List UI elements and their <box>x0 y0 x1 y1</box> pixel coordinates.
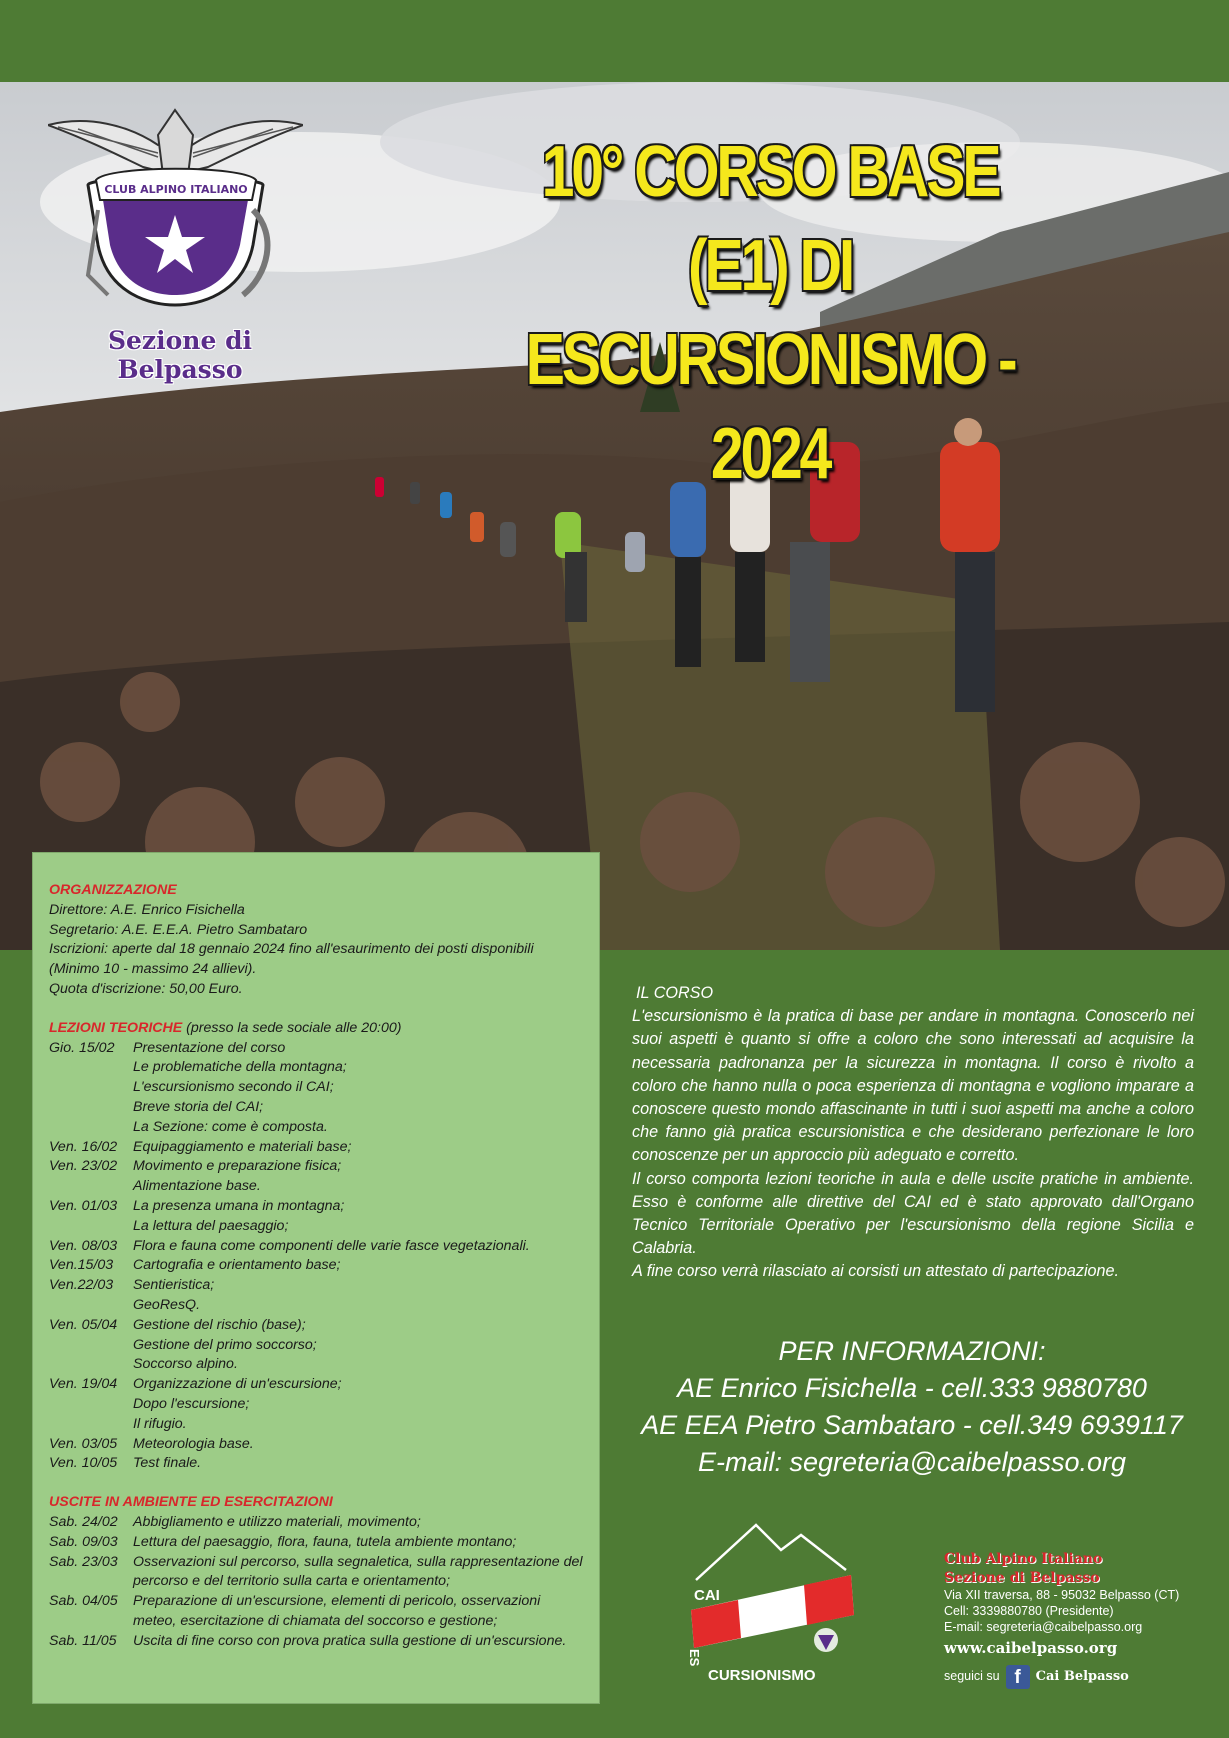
schedule-date: Ven. 03/05 <box>49 1435 118 1452</box>
schedule-row <box>49 1513 583 1533</box>
corso-paragraph: Il corso comporta lezioni teoriche in aula e delle uscite pratiche in ambiente. Esso è conforme alle direttive del CAI ed è stato approvato dall'Organo Tecnico Territoriale Operativo per l'escursionismo della regione Sicilia e Calabria. <box>632 1169 1194 1258</box>
schedule-date: Ven. 16/02 <box>49 1138 118 1155</box>
schedule-date: Ven.22/03 <box>49 1277 114 1294</box>
schedule-date <box>49 1415 133 1435</box>
schedule-date: Ven. 10/05 <box>49 1455 118 1472</box>
schedule-date <box>49 1296 133 1316</box>
schedule-row <box>49 1632 583 1652</box>
course-program-box <box>32 852 600 1704</box>
schedule-date <box>49 1217 133 1237</box>
contact-email[interactable]: E-mail: segreteria@caibelpasso.org <box>697 1447 1127 1477</box>
title-line-1: 10° CORSO BASE (E1) DI <box>541 132 999 306</box>
schedule-date: Ven. 19/04 <box>49 1376 118 1393</box>
schedule-date <box>49 1177 133 1197</box>
org-line: Direttore: A.E. Enrico Fisichella <box>49 901 245 918</box>
schedule-topic: Cartografia e orientamento base; <box>133 1257 341 1274</box>
schedule-row <box>49 1316 583 1336</box>
schedule-row <box>49 1177 583 1197</box>
facebook-icon[interactable]: f <box>1006 1665 1030 1689</box>
esc-logo-cai: CAI <box>694 1587 720 1604</box>
schedule-row <box>49 1454 583 1474</box>
schedule-topic: Lettura del paesaggio, flora, fauna, tutela ambiente montano; <box>133 1533 517 1550</box>
schedule-topic: Equipaggiamento e materiali base; <box>133 1138 352 1155</box>
lezioni-heading <box>49 1019 583 1039</box>
org-line: Segretario: A.E. E.E.A. Pietro Sambataro <box>49 921 308 938</box>
course-description <box>632 982 1194 1284</box>
schedule-row <box>49 1138 583 1158</box>
schedule-row <box>49 1415 583 1435</box>
club-cell: Cell: 3339880780 (Presidente) <box>944 1603 1114 1618</box>
schedule-row <box>49 1296 583 1316</box>
schedule-row <box>49 1435 583 1455</box>
schedule-row <box>49 1256 583 1276</box>
schedule-date: Ven.15/03 <box>49 1257 114 1274</box>
schedule-topic: Osservazioni sul percorso, sulla segnaletica, sulla rappresentazione del percorso e del territorio sulla carta e orientamento; <box>133 1553 583 1590</box>
schedule-row <box>49 1197 583 1217</box>
top-band <box>0 0 1229 82</box>
club-name: Club Alpino Italiano <box>944 1551 1103 1567</box>
schedule-topic: La lettura del paesaggio; <box>133 1217 289 1234</box>
facebook-page-name[interactable]: Cai Belpasso <box>1035 1669 1129 1685</box>
schedule-topic: Preparazione di un'escursione, elementi di pericolo, osservazioni meteo, esercitazione di chiamata del soccorso e gestione; <box>133 1593 541 1629</box>
schedule-row <box>49 1395 583 1415</box>
contact-line: AE Enrico Fisichella - cell.333 9880780 <box>677 1373 1147 1403</box>
contact-info <box>612 1333 1212 1481</box>
schedule-topic: Presentazione del corso <box>133 1039 286 1056</box>
club-info <box>944 1550 1214 1689</box>
schedule-topic: Sentieristica; <box>133 1277 215 1294</box>
schedule-row <box>49 1553 583 1593</box>
corso-paragraph: L'escursionismo è la pratica di base per andare in montagna. Conoscerlo nei suoi aspetti è quanto si offre a coloro che sono interessati ad acquisire la necessaria padronanza per la sicurezza in montagna. Il corso è rivolto a coloro che hanno nulla o poca esperienza di montagna e vogliono imparare a conoscere questo mondo affascinante in tutti i suoi aspetti ma anche a coloro che fanno già pratica escursionistica e che desiderano perfezionare le loro conoscenze per un approccio più adeguato e corretto. <box>632 1007 1194 1165</box>
schedule-date: Sab. 24/02 <box>49 1513 118 1530</box>
schedule-row <box>49 1276 583 1296</box>
schedule-date <box>49 1078 133 1098</box>
schedule-row <box>49 1118 583 1138</box>
schedule-topic: Breve storia del CAI; <box>133 1098 264 1115</box>
schedule-row <box>49 1592 583 1632</box>
schedule-row <box>49 1355 583 1375</box>
corso-title: IL CORSO <box>636 984 714 1002</box>
schedule-date <box>49 1336 133 1356</box>
schedule-topic: Gestione del primo soccorso; <box>133 1336 317 1353</box>
schedule-topic: La Sezione: come è composta. <box>133 1118 328 1135</box>
corso-paragraph: A fine corso verrà rilasciato ai corsisti un attestato di partecipazione. <box>632 1262 1120 1281</box>
schedule-date <box>49 1395 133 1415</box>
lezioni-title: LEZIONI TEORICHE <box>49 1019 183 1036</box>
schedule-date: Ven. 05/04 <box>49 1316 118 1333</box>
schedule-row <box>49 1237 583 1257</box>
schedule-topic: Le problematiche della montagna; <box>133 1059 347 1076</box>
schedule-date: Sab. 04/05 <box>49 1593 118 1610</box>
schedule-date <box>49 1355 133 1375</box>
schedule-date <box>49 1098 133 1118</box>
schedule-row <box>49 1336 583 1356</box>
schedule-date: Sab. 11/05 <box>49 1632 117 1649</box>
follow-label: seguici su <box>944 1669 1000 1684</box>
org-line: Quota d'iscrizione: 50,00 Euro. <box>49 980 243 997</box>
schedule-topic: Movimento e preparazione fisica; <box>133 1158 342 1175</box>
schedule-topic: Dopo l'escursione; <box>133 1395 250 1412</box>
schedule-topic: Il rifugio. <box>133 1415 187 1432</box>
schedule-date: Sab. 23/03 <box>49 1553 118 1570</box>
schedule-row <box>49 1078 583 1098</box>
schedule-date: Ven. 23/02 <box>49 1158 118 1175</box>
uscite-title: USCITE IN AMBIENTE ED ESERCITAZIONI <box>49 1494 333 1511</box>
lezioni-subtitle: (presso la sede sociale alle 20:00) <box>182 1019 402 1036</box>
schedule-date: Ven. 08/03 <box>49 1237 118 1254</box>
facebook-follow[interactable] <box>944 1665 1214 1689</box>
club-address: Via XII traversa, 88 - 95032 Belpasso (CT) <box>944 1588 1180 1602</box>
schedule-topic: Organizzazione di un'escursione; <box>133 1376 342 1393</box>
page-title <box>524 125 1016 501</box>
club-section: Sezione di Belpasso <box>944 1570 1100 1586</box>
schedule-topic: Flora e fauna come componenti delle varie fasce vegetazionali. <box>133 1237 530 1254</box>
schedule-date <box>49 1118 133 1138</box>
lezioni-list <box>49 1039 583 1475</box>
schedule-topic: Soccorso alpino. <box>133 1356 238 1373</box>
schedule-date: Ven. 01/03 <box>49 1197 118 1214</box>
schedule-topic: GeoResQ. <box>133 1296 201 1313</box>
schedule-topic: L'escursionismo secondo il CAI; <box>133 1079 334 1096</box>
svg-text:CLUB ALPINO ITALIANO: CLUB ALPINO ITALIANO <box>104 183 248 196</box>
schedule-date: Sab. 09/03 <box>49 1533 118 1550</box>
escursionismo-logo <box>686 1505 856 1685</box>
schedule-topic: Abbigliamento e utilizzo materiali, movimento; <box>133 1513 421 1530</box>
schedule-row <box>49 1039 583 1059</box>
schedule-row <box>49 1217 583 1237</box>
schedule-row <box>49 1098 583 1118</box>
schedule-topic: Gestione del rischio (base); <box>133 1316 306 1333</box>
esc-logo-cursionismo: CURSIONISMO <box>708 1667 816 1684</box>
schedule-topic: Test finale. <box>133 1455 202 1472</box>
esc-logo-es: ES <box>687 1649 702 1667</box>
schedule-topic: Uscita di fine corso con prova pratica sulla gestione di un'escursione. <box>133 1632 567 1649</box>
schedule-topic: La presenza umana in montagna; <box>133 1197 345 1214</box>
section-name: Sezione di Belpasso <box>107 326 253 384</box>
uscite-list <box>49 1513 583 1652</box>
schedule-row <box>49 1157 583 1177</box>
title-line-2: ESCURSIONISMO - 2024 <box>525 320 1015 494</box>
org-line: Iscrizioni: aperte dal 18 gennaio 2024 fino all'esaurimento dei posti disponibili <box>49 941 534 958</box>
club-website-link[interactable]: www.caibelpasso.org <box>944 1639 1118 1658</box>
schedule-row <box>49 1058 583 1078</box>
schedule-row <box>49 1375 583 1395</box>
contact-line: AE EEA Pietro Sambataro - cell.349 6939117 <box>641 1410 1183 1440</box>
club-email[interactable]: E-mail: segreteria@caibelpasso.org <box>944 1619 1143 1634</box>
schedule-row <box>49 1533 583 1553</box>
schedule-date: Gio. 15/02 <box>49 1039 115 1056</box>
schedule-date <box>49 1058 133 1078</box>
schedule-topic: Alimentazione base. <box>133 1178 261 1195</box>
schedule-topic: Meteorologia base. <box>133 1435 254 1452</box>
org-line: (Minimo 10 - massimo 24 allievi). <box>49 961 257 978</box>
contact-title: PER INFORMAZIONI: <box>778 1336 1046 1366</box>
organizzazione-title: ORGANIZZAZIONE <box>49 882 177 898</box>
